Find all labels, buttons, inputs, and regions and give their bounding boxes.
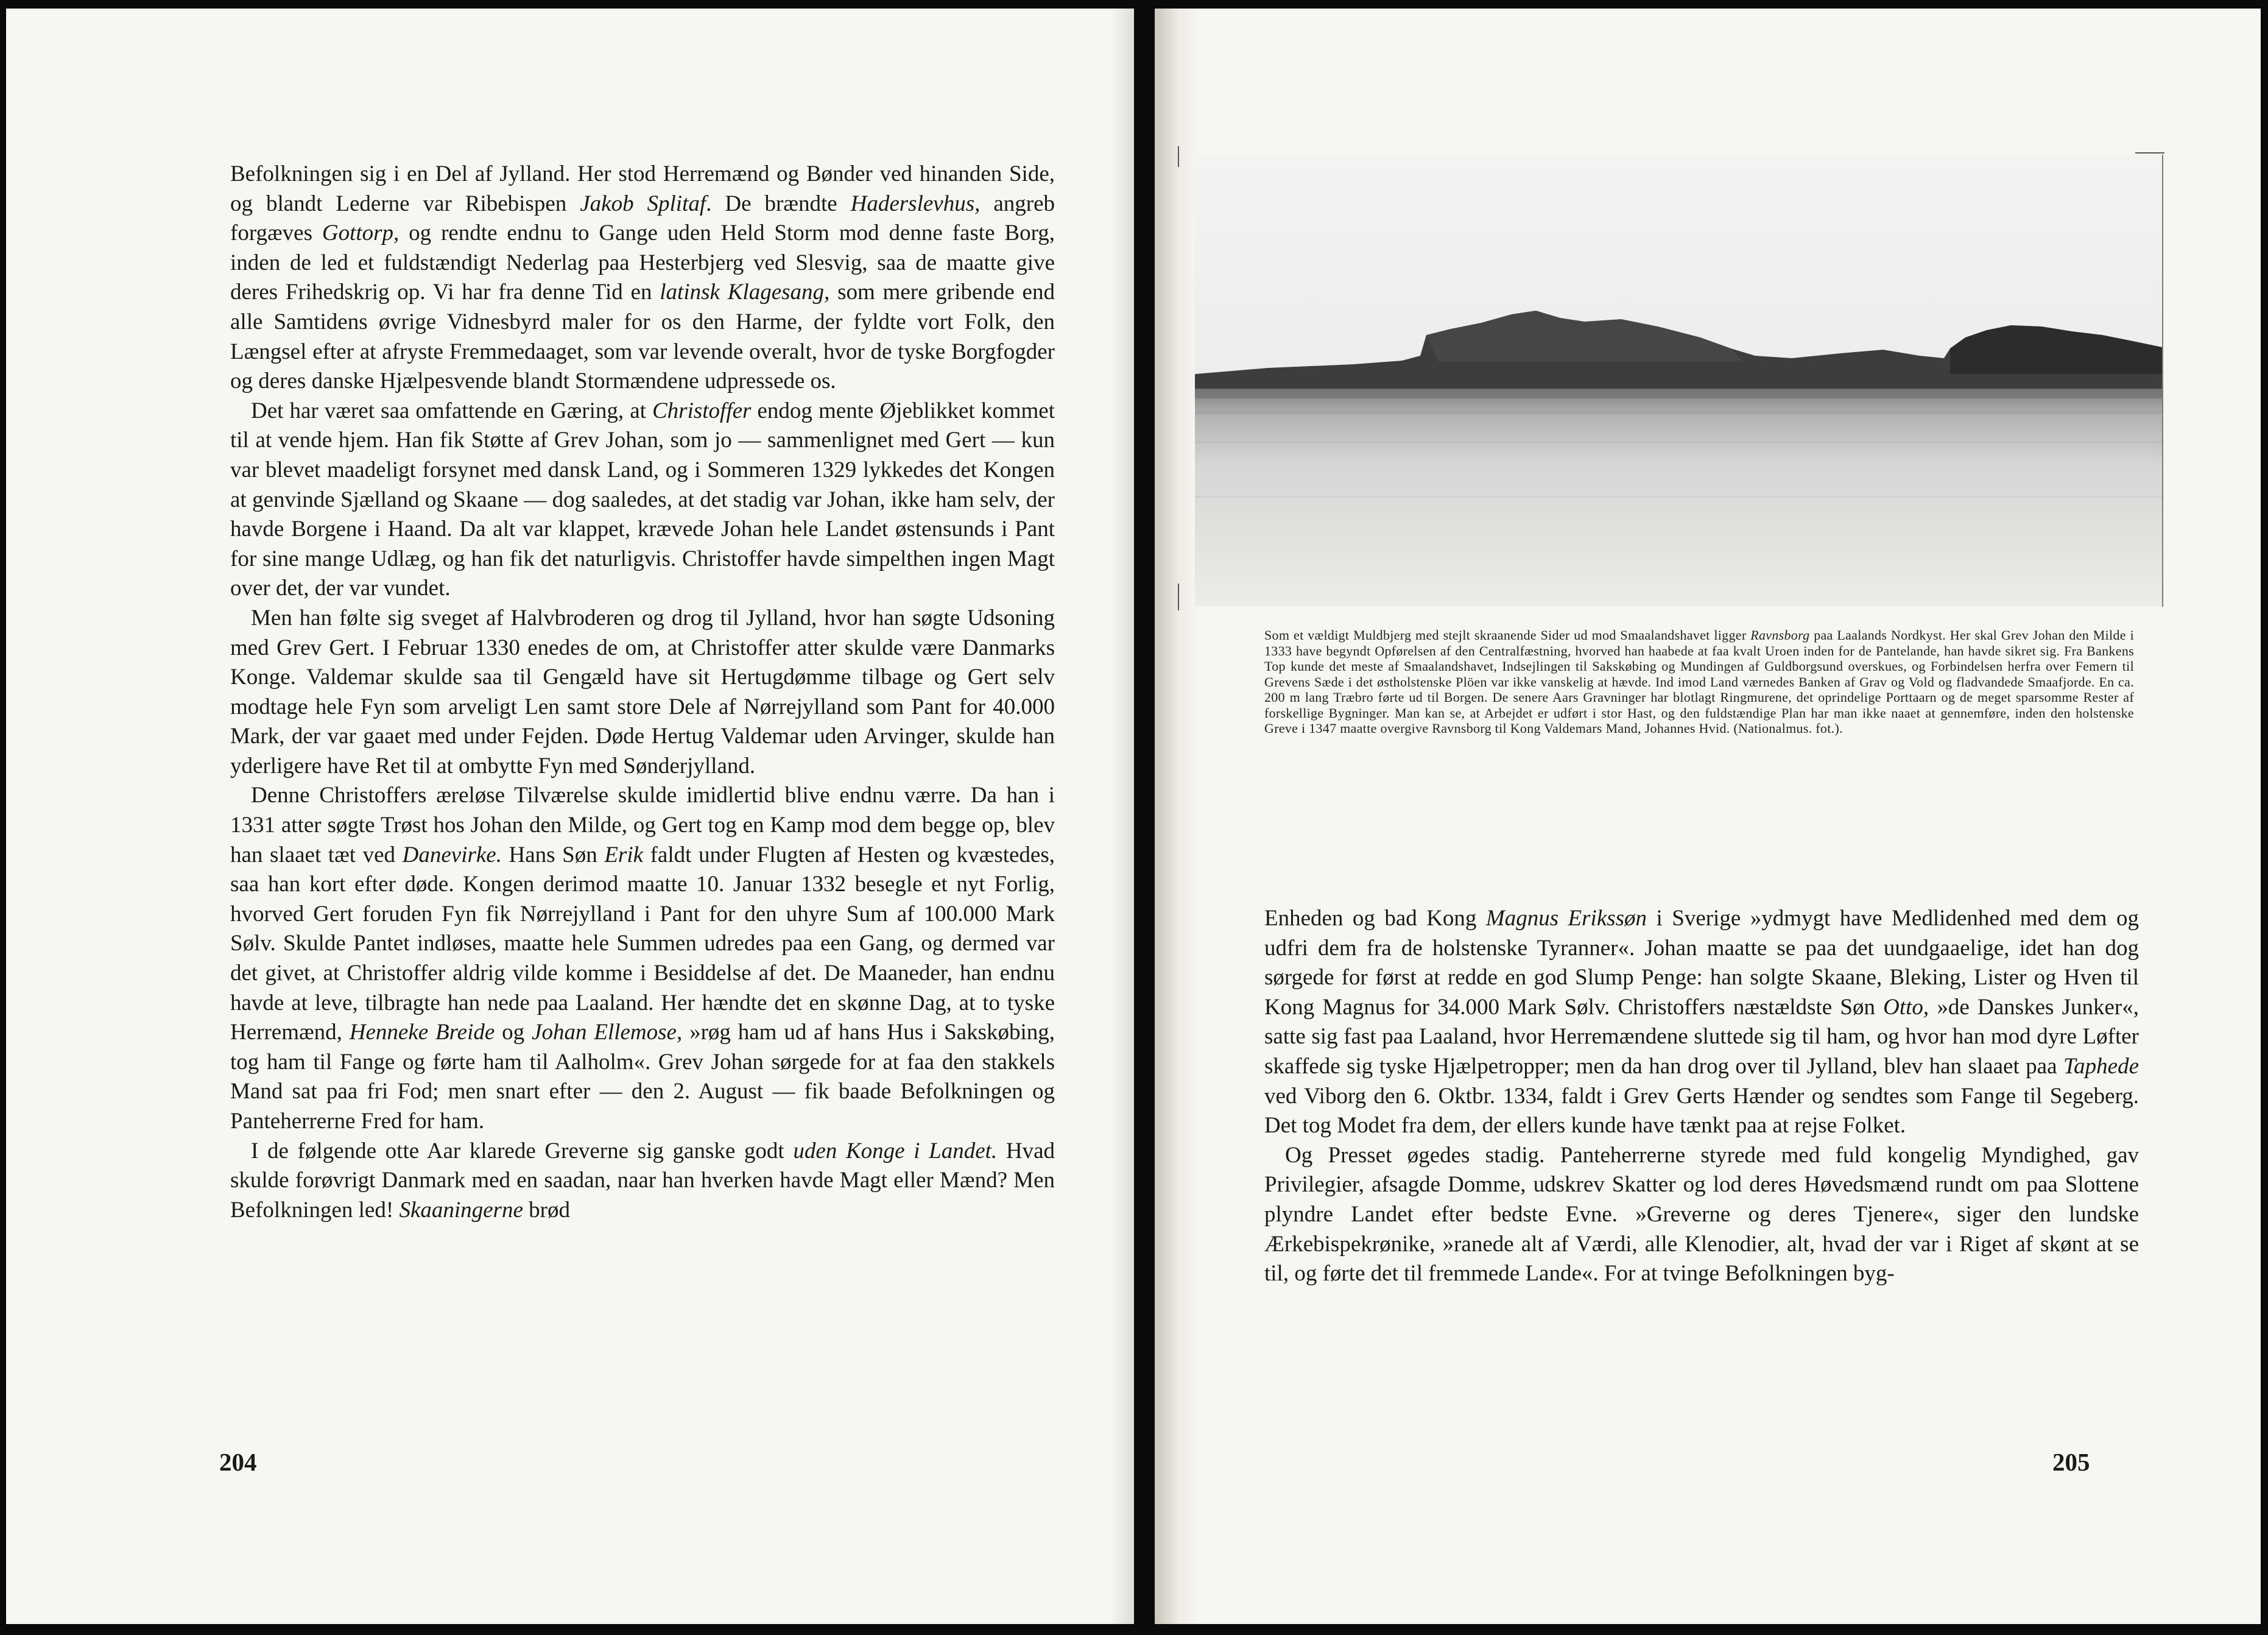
italic-text: Christoffer — [652, 398, 752, 423]
text-run: og — [495, 1020, 532, 1045]
text-run: i Sverige »ydmygt have Medlidenhed med dem og udfri dem fra de holstenske Tyranner«. Johan maatte se paa det uundgaaelige, idet han dog sørgede for først at redde en god Slump Penge: han solgte Skaane, Bleking, Lister og Hven til Kong Magnus for 34.000 Mark Sølv. Christoffers næstældste Søn — [1264, 906, 2139, 1020]
text-run: endog mente Øjeblikket kommet til at vende hjem. Han fik Støtte af Grev Johan, som jo — sammenlignet med Gert — kun var blevet maadeligt forsynet med dansk Land, og i Sommeren 1329 lykkedes det Kongen at genvinde Sjælland og Skaane — dog saaledes, at det stadig var Johan, ikke ham selv, der havde Borgene i Haand. Da alt var klappet, krævede Johan hele Landet østensunds i Pant for sine mange Udlæg, og han fik det naturligvis. Christoffer havde simpelthen ingen Magt over det, der var vundet. — [230, 398, 1055, 601]
paragraph — [230, 160, 1055, 397]
crop-mark — [1178, 584, 1179, 610]
italic-text: Haderslevhus, — [850, 191, 981, 216]
text-run: angreb forgæves — [230, 191, 1055, 246]
text-run: »røg ham ud af hans Hus i Sakskøbing, tog ham til Fange og førte ham til Aalholm«. Grev Johan sørgede for at faa den stakkels Mand sat paa fri Fod; men snart efter — den 2. August — fik baade Befolkningen og Panteherrerne Fred for ham. — [230, 1020, 1055, 1134]
italic-text: Gottorp, — [322, 221, 400, 246]
italic-text: Magnus Erikssøn — [1485, 906, 1647, 931]
page-number: 205 — [2052, 1448, 2090, 1476]
text-run: Enheden og bad Kong — [1264, 906, 1486, 931]
text-run: Denne Christoffers æreløse Tilværelse skulde imidlertid blive endnu værre. Da han i 1331 atter søgte Trøst hos Johan den Milde, og Gert tog en Kamp mod dem begge op, blev han slaaet tæt ved — [230, 783, 1055, 867]
text-run: Befolkningen sig i en Del af Jylland. Her stod Herremænd og Bønder ved hinanden Side, og blandt Lederne var Ribebispen — [230, 161, 1055, 216]
text-run: Det har været saa omfattende en Gæring, at — [251, 398, 652, 423]
crop-mark — [2135, 152, 2164, 154]
italic-text: uden Konge i Landet. — [793, 1138, 998, 1164]
text-run: Hvad skulde forøvrigt Danmark med en saadan, naar han hverken havde Magt eller Mænd? Men Befolkningen led! — [230, 1138, 1055, 1223]
page-gutter-shadow — [1110, 9, 1134, 1624]
text-run: I de følgende otte Aar klarede Greverne sig ganske godt — [251, 1138, 794, 1164]
left-page-text — [230, 160, 1055, 1225]
paragraph — [1264, 1141, 2139, 1289]
page-number: 204 — [219, 1448, 257, 1476]
ravnsborg-photograph — [1195, 155, 2163, 607]
photograph-image — [1195, 155, 2162, 607]
paragraph — [230, 781, 1055, 1136]
italic-text: Erik — [604, 842, 644, 867]
paragraph — [230, 397, 1055, 604]
text-run: brød — [523, 1197, 570, 1223]
italic-text: Skaaningerne — [399, 1197, 523, 1223]
italic-text: Jakob Splitaf — [580, 191, 706, 216]
italic-text: Johan Ellemose, — [532, 1020, 683, 1045]
italic-text: Taphede — [2063, 1053, 2139, 1079]
left-page — [6, 9, 1134, 1624]
photo-caption — [1264, 627, 2134, 736]
text-run: »de Danskes Junker«, satte sig fast paa Laaland, hvor Herremændene sluttede sig til ham, og hvor han mod dyre Løfter skaffede sig tyske Hjælpetropper; men da han drog over til Jylland, blev han slaaet paa — [1264, 994, 2139, 1079]
italic-text: Henneke Breide — [349, 1020, 495, 1045]
italic-text: Danevirke. — [402, 842, 502, 867]
text-run: og rendte endnu to Gange uden Held Storm mod denne faste Borg, inden de led et fuldstændigt Nederlag paa Hesterbjerg ved Slesvig, saa de maatte give deres Frihedskrig op. Vi har fra denne Tid en — [230, 221, 1055, 305]
text-run: Og Presset øgedes stadig. Panteherrerne styrede med fuld kongelig Myndighed, gav Privilegier, afsagde Domme, udskrev Skatter og lod deres Høvedsmænd rundt om paa Slottene plyndre Landet efter bedste Evne. »Greverne og deres Tjenere«, siger den lundske Ærkebispekrønike, »ranede alt af Værdi, alle Klenodier, alt, hvad der var i Riget af skønt at se til, og førte det til fremmede Lande«. For at tvinge Befolkningen byg- — [1264, 1142, 2139, 1287]
text-run: faldt under Flugten af Hesten og kvæstedes, saa han kort efter døde. Kongen derimod maatte 10. Januar 1332 besegle et nyt Forlig, hvorved Gert foruden Fyn fik Nørrejylland i Pant for den uhyre Sum af 100.000 Mark Sølv. Skulde Pantet indløses, maatte hele Summen udredes paa een Gang, og dermed var det givet, at Christoffer aldrig vilde komme i Besiddelse af det. De Maaneder, han endnu havde at leve, tilbragte han nede paa Laaland. Her hændte det en skønne Dag, at to tyske Herremænd, — [230, 842, 1055, 1045]
crop-mark — [1178, 146, 1179, 167]
text-run: . De brændte — [706, 191, 851, 216]
paragraph — [230, 604, 1055, 782]
text-run: som mere gribende end alle Samtidens øvrige Vidnesbyrd maler for os den Harme, der fyldte vort Folk, den Længsel efter at afryste Fremmedaaget, som var levende overalt, hvor de tyske Borgfogder og deres danske Hjælpesvende blandt Stormændene udpressede os. — [230, 280, 1055, 394]
right-page-text — [1264, 904, 2139, 1289]
text-run: Som et vældigt Muldbjerg med stejlt skraanende Sider ud mod Smaalandshavet ligger — [1264, 627, 1751, 643]
text-run: Men han følte sig sveget af Halvbroderen og drog til Jylland, hvor han søgte Udsoning med Grev Gert. I Februar 1330 enedes de om, at Christoffer atter skulde være Danmarks Konge. Valdemar skulde saa til Gengæld have sit Hertugdømme tilbage og Gert selv modtage hele Fyn som arveligt Len samt store Dele af Nørrejylland som Pant for 40.000 Mark, der var gaaet med under Fejden. Døde Hertug Valdemar uden Arvinger, skulde han yderligere have Ret til at ombytte Fyn med Sønderjylland. — [230, 605, 1055, 779]
text-run: Hans Søn — [501, 842, 605, 867]
paragraph — [1264, 904, 2139, 1141]
page-gutter-shadow — [1155, 9, 1179, 1624]
right-page — [1155, 9, 2261, 1624]
text-run: ved Viborg den 6. Oktbr. 1334, faldt i Grev Gerts Hænder og sendtes som Fange til Segeberg. Det tog Modet fra dem, der ellers kunde have tænkt paa at rejse Folket. — [1264, 1083, 2139, 1139]
text-run: paa Laalands Nordkyst. Her skal Grev Johan den Milde i 1333 have begyndt Opførelsen af den Centralfæstning, hvorved han haabede at faa kvalt Uroen inden for de Pantelande, han havde sikret sig. Fra Bankens Top kunde det meste af Smaalandshavet, Indsejlingen til Sakskøbing og Mundingen af Guldborgsund overskues, og Forbindelsen herfra over Femern til Grevens Sæde i det østholstenske Plöen var ikke vanskelig at hævde. Ind imod Land værnedes Banken af Grav og Vold og fladvandede Smaafjorde. En ca. 200 m lang Træbro førte ud til Borgen. De senere Aars Gravninger har blotlagt Ringmurene, det oprindelige Porttaarn og de meget sparsomme Rester af forskellige Bygninger. Man kan se, at Arbejdet er udført i stor Hast, og den fuldstændige Plan har man ikke naaet at gennemføre, inden den holstenske Greve i 1347 maatte overgive Ravnsborg til Kong Valdemars Mand, Johannes Hvid. (Nationalmus. fot.). — [1264, 627, 2134, 736]
italic-text: Otto, — [1883, 994, 1929, 1020]
italic-text: latinsk Klagesang, — [660, 280, 830, 305]
paragraph — [230, 1137, 1055, 1226]
italic-text: Ravnsborg — [1750, 627, 1810, 643]
